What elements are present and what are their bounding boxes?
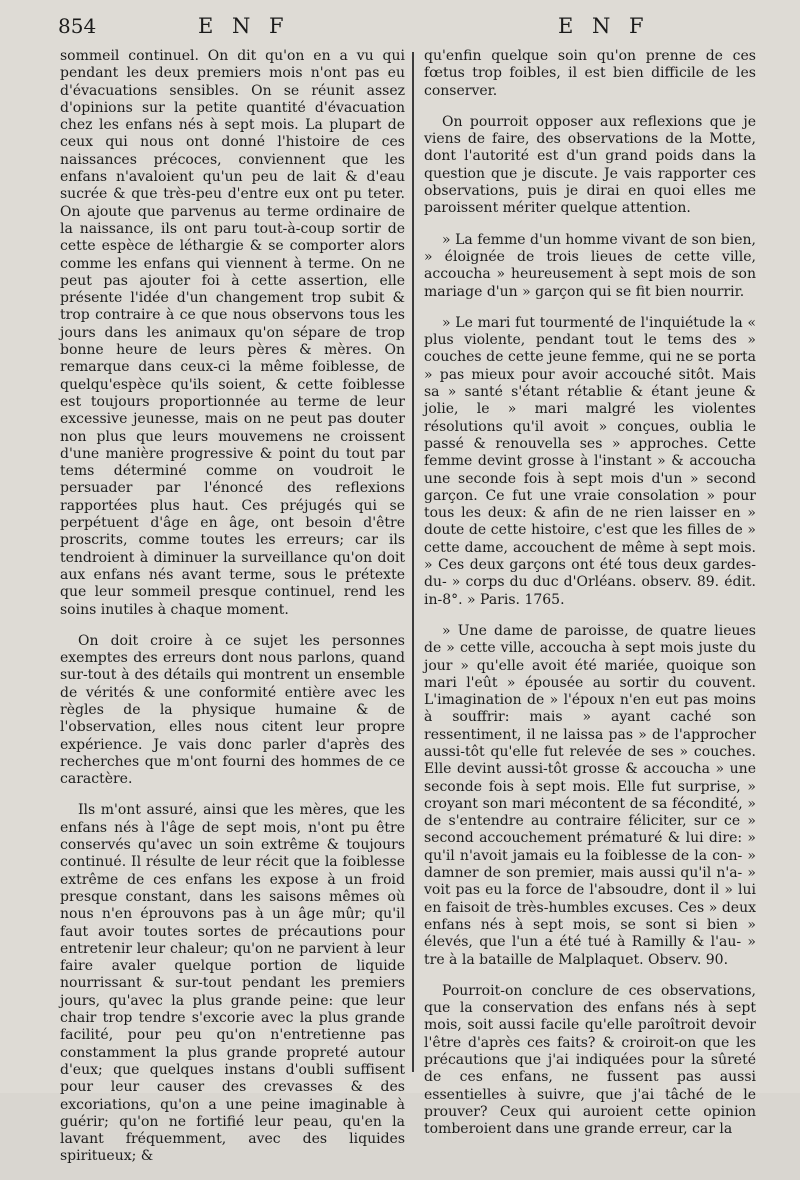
- paragraph: Pourroit-on conclure de ces observations, que la conservation des enfans nés à sept mois, soit aussi facile qu'elle paroîtroit devoir l'être d'après ces faits? & croiroit-on que les précautions que j'ai indiquées pour la sûreté de ces enfans, ne fussent pas aussi essentielles à suivre, que j'ai tâché de le prouver? Ceux qui auroient cette opinion tomberoient dans une grande erreur, car la: [424, 982, 756, 1138]
- quoted-observation: » La femme d'un homme vivant de son bien, » éloignée de trois lieues de cette ville, accoucha » heureusement à sept mois de son mariage d'un » garçon qui se fit bien nourrir.: [424, 231, 756, 300]
- quoted-observation: » Une dame de paroisse, de quatre lieues de » cette ville, accoucha à sept mois juste du jour » qu'elle avoit été mariée, quoique son mari l'eût » épousée au sortir du couvent. L'imagination de » l'époux n'en eut pas moins à souffrir: mais » ayant caché son ressentiment, il ne laissa pas » de l'approcher aussi-tôt qu'elle fut relevée de ses » couches. Elle devint aussi-tôt grosse & accoucha » une seconde fois à sept mois. Elle fut surprise, » croyant son mari mécontent de sa fécondité, » de s'entendre au contraire féliciter, sur ce » second accouchement prématuré & lui dire: » qu'il n'avoit jamais eu la foiblesse de la con- » damner de son premier, mais aussi qu'il n'a- » voit pas eu la force de l'absoudre, dont il » lui en faisoit de très-humbles excuses. Ces » deux enfans nés à sept mois, se sont si bien » élevés, que l'un a été tué à Ramilly & l'au- » tre à la bataille de Malplaquet. Observ. 90.: [424, 622, 756, 968]
- column-divider: [412, 52, 414, 1072]
- right-column: [424, 48, 756, 1153]
- running-head-left: E N F: [198, 14, 290, 38]
- paragraph: On pourroit opposer aux reflexions que je viens de faire, des observations de la Motte, dont l'autorité est d'un grand poids dans la question que je discute. Je vais rapporter ces observations, puis je dirai en quoi elles me paroissent mériter quelque attention.: [424, 113, 756, 217]
- paragraph: sommeil continuel. On dit qu'on en a vu qui pendant les deux premiers mois n'ont pas eu d'évacuations sensibles. On se réunit assez d'opinions sur la petite quantité d'évacuation chez les enfans nés à sept mois. La plupart de ceux qui nous ont donné l'histoire de ces naissances précoces, conviennent que les enfans n'avaloient qu'un peu de lait & d'eau sucrée & que très-peu d'entre eux ont pu teter. On ajoute que parvenus au terme ordinaire de la naissance, ils ont paru tout-à-coup sortir de cette espèce de léthargie & se comporter alors comme les enfans qui viennent à terme. On ne peut pas ajouter foi à cette assertion, elle présente l'idée d'un changement trop subit & trop contraire à ce que nous observons tous les jours dans les animaux qu'on sépare de trop bonne heure de leurs pères & mères. On remarque dans ceux-ci la même foiblesse, de quelqu'espèce qu'ils soient, & cette foiblesse est toujours proportionnée au terme de leur excessive jeunesse, mais on ne peut pas douter non plus que leurs mouvemens ne croissent d'une manière progressive & point du tout par tems déterminé comme on voudroit le persuader par l'énoncé des reflexions rapportées plus haut. Ces préjugés qui se perpétuent d'âge en âge, ont besoin d'être proscrits, comme toutes les erreurs; car ils tendroient à diminuer la surveillance qu'on doit aux enfans nés avant terme, sous le prétexte que leur sommeil presque continuel, rend les soins inutiles à chaque moment.: [60, 48, 405, 618]
- paragraph: On doit croire à ce sujet les personnes exemptes des erreurs dont nous parlons, quand sur-tout à des détails qui montrent un ensemble de vérités & une conformité entière avec les règles de la physique humaine & de l'observation, elles nous citent leur propre expérience. Je vais donc parler d'après des recherches que m'ont fourni des hommes de ce caractère.: [60, 632, 405, 788]
- page-number: 854: [58, 14, 97, 38]
- quoted-observation: » Le mari fut tourmenté de l'inquiétude la « plus violente, pendant tout le tems des » couches de cette jeune femme, qui ne se porta » pas mieux pour avoir accouché sitôt. Mais sa » santé s'étant rétablie & étant jeune & jolie, le » mari malgré les violentes résolutions qu'il avoit » conçues, oublia le passé & renouvella ses » approches. Cette femme devint grosse à l'instant » & accoucha une seconde fois à sept mois d'un » second garçon. Ce fut une vraie consolation » pour tous les deux: & afin de ne rien laisser en » doute de cette histoire, c'est que les filles de » cette dame, accouchent de même à sept mois. » Ces deux garçons ont été tous deux gardes-du- » corps du duc d'Orléans. observ. 89. édit. in-8°. » Paris. 1765.: [424, 314, 756, 608]
- running-head-right: E N F: [558, 14, 650, 38]
- page-header: [58, 14, 760, 40]
- paragraph: Ils m'ont assuré, ainsi que les mères, que les enfans nés à l'âge de sept mois, n'ont pu être conservés qu'avec un soin extrême & toujours continué. Il résulte de leur récit que la foiblesse extrême de ces enfans les expose à un froid presque constant, dans les saisons mêmes où nous n'en éprouvons pas à un âge mûr; qu'il faut avoir toutes sortes de précautions pour entretenir leur chaleur; qu'on ne parvient à leur faire avaler quelque portion de liquide nourrissant & sur-tout pendant les premiers jours, qu'avec la plus grande peine: que leur chair trop tendre s'excorie avec la plus grande facilité, pour peu qu'on n'entretienne pas constamment la plus grande propreté autour d'eux; que quelques instans d'oubli suffisent pour leur causer des crevasses & des excoriations, qu'on a une peine imaginable à guérir; qu'on ne fortifié leur peau, qu'en la lavant fréquemment, avec des liquides spiritueux; &: [60, 802, 405, 1165]
- left-column: [60, 48, 405, 1180]
- paragraph: qu'enfin quelque soin qu'on prenne de ces fœtus trop foibles, il est bien difficile de les conserver.: [424, 48, 756, 99]
